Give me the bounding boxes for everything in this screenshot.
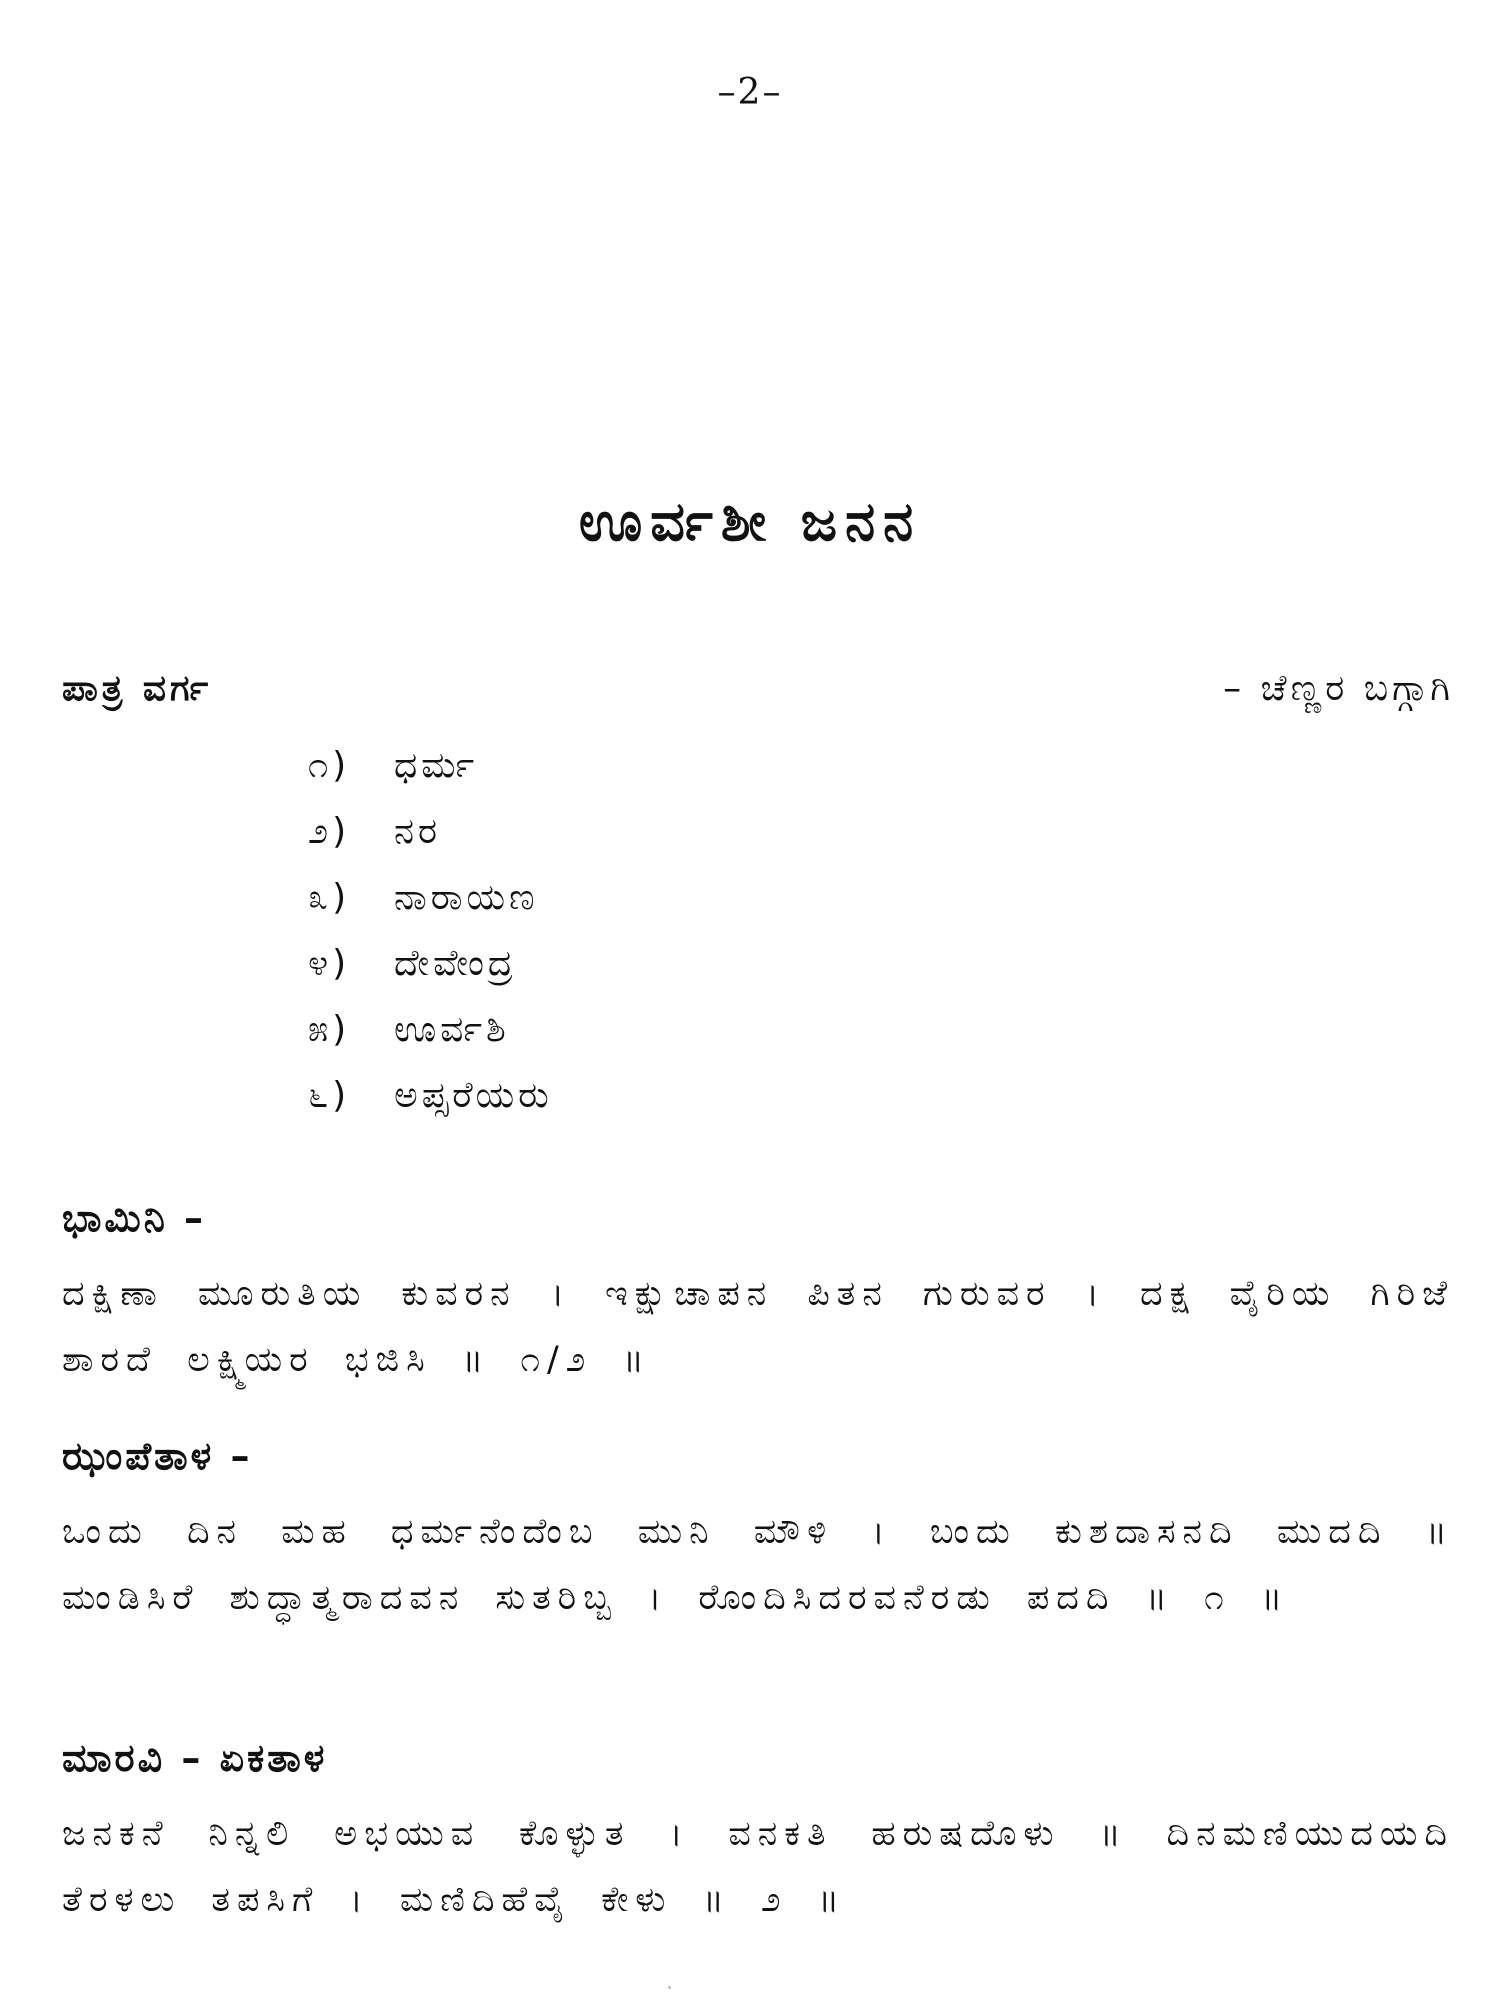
cast-item-number: ೫) [308, 1009, 351, 1050]
scan-speck [668, 1986, 671, 1989]
cast-item [308, 868, 553, 934]
cast-item-name: ಅಪ್ಸರೆಯರು [394, 1075, 553, 1116]
cast-item [308, 1066, 553, 1132]
cast-list [308, 736, 553, 1132]
verse-text: ಒಂದು ದಿನ ಮಹ ಧರ್ಮನೆಂದೆಂಬ ಮುನಿ ಮೌಳಿ । ಬಂದು ಕುಶದಾಸನದಿ ಮುದದಿ ॥ ಮಂಡಿಸಿರೆ ಶುದ್ಧಾತ್ಮರಾದವನ ಸುತರಿಬ್ಬ । ರೊಂದಿಸಿದರವನೆರಡು ಪದದಿ ॥ ೧ ॥ [62, 1512, 1454, 1618]
cast-item-number: ೩) [308, 877, 351, 918]
verse-text: ದಕ್ಷಿಣಾ ಮೂರುತಿಯ ಕುವರನ । ಇಕ್ಷುಚಾಪನ ಪಿತನ ಗುರುವರ । ದಕ್ಷ ವೈರಿಯ ಗಿರಿಜೆ ಶಾರದೆ ಲಕ್ಷ್ಮಿಯರ ಭಜಿಸಿ ॥ ೧/೨ ॥ [62, 1274, 1454, 1380]
cast-item-name: ಧರ್ಮ [394, 745, 479, 786]
verse-section [62, 1434, 1454, 1631]
section-heading: ಮಾರವಿ – ಏಕತಾಳ [62, 1736, 328, 1780]
cast-item-number: ೧) [308, 745, 351, 786]
cast-item-number: ೨) [308, 811, 351, 852]
verse-section [62, 1196, 1454, 1393]
cast-item [308, 1000, 553, 1066]
section-heading: ಭಾಮಿನಿ – [62, 1196, 207, 1240]
cast-item-name: ಊರ್ವಶಿ [394, 1009, 510, 1050]
cast-item [308, 802, 553, 868]
verse-section [62, 1736, 1454, 1933]
cast-credit: – ಚೆಣ್ಣರ ಬಗ್ಗಾಗಿ [1223, 668, 1454, 709]
cast-item-number: ೪) [308, 943, 351, 984]
cast-item-name: ನಾರಾಯಣ [394, 877, 539, 918]
cast-item [308, 736, 553, 802]
section-heading: ಝಂಪೆತಾಳ – [62, 1434, 253, 1478]
page-title: ಊರ್ವಶೀ ಜನನ [578, 490, 922, 553]
page-number: –2– [717, 72, 783, 113]
cast-item [308, 934, 553, 1000]
cast-item-name: ನರ [394, 811, 442, 852]
cast-label: ಪಾತ್ರ ವರ್ಗ [62, 668, 213, 709]
cast-item-name: ದೇವೇಂದ್ರ [394, 943, 517, 984]
cast-item-number: ೬) [308, 1075, 351, 1116]
verse-text: ಜನಕನೆ ನಿನ್ನಲಿ ಅಭಯುವ ಕೊಳ್ಳುತ । ವನಕತಿ ಹರುಷದೊಳು ॥ ದಿನಮಣಿಯುದಯದಿ ತೆರಳಲು ತಪಸಿಗೆ । ಮಣಿದಿಹೆವೈ ಕೇಳು ॥ ೨ ॥ [62, 1814, 1454, 1920]
